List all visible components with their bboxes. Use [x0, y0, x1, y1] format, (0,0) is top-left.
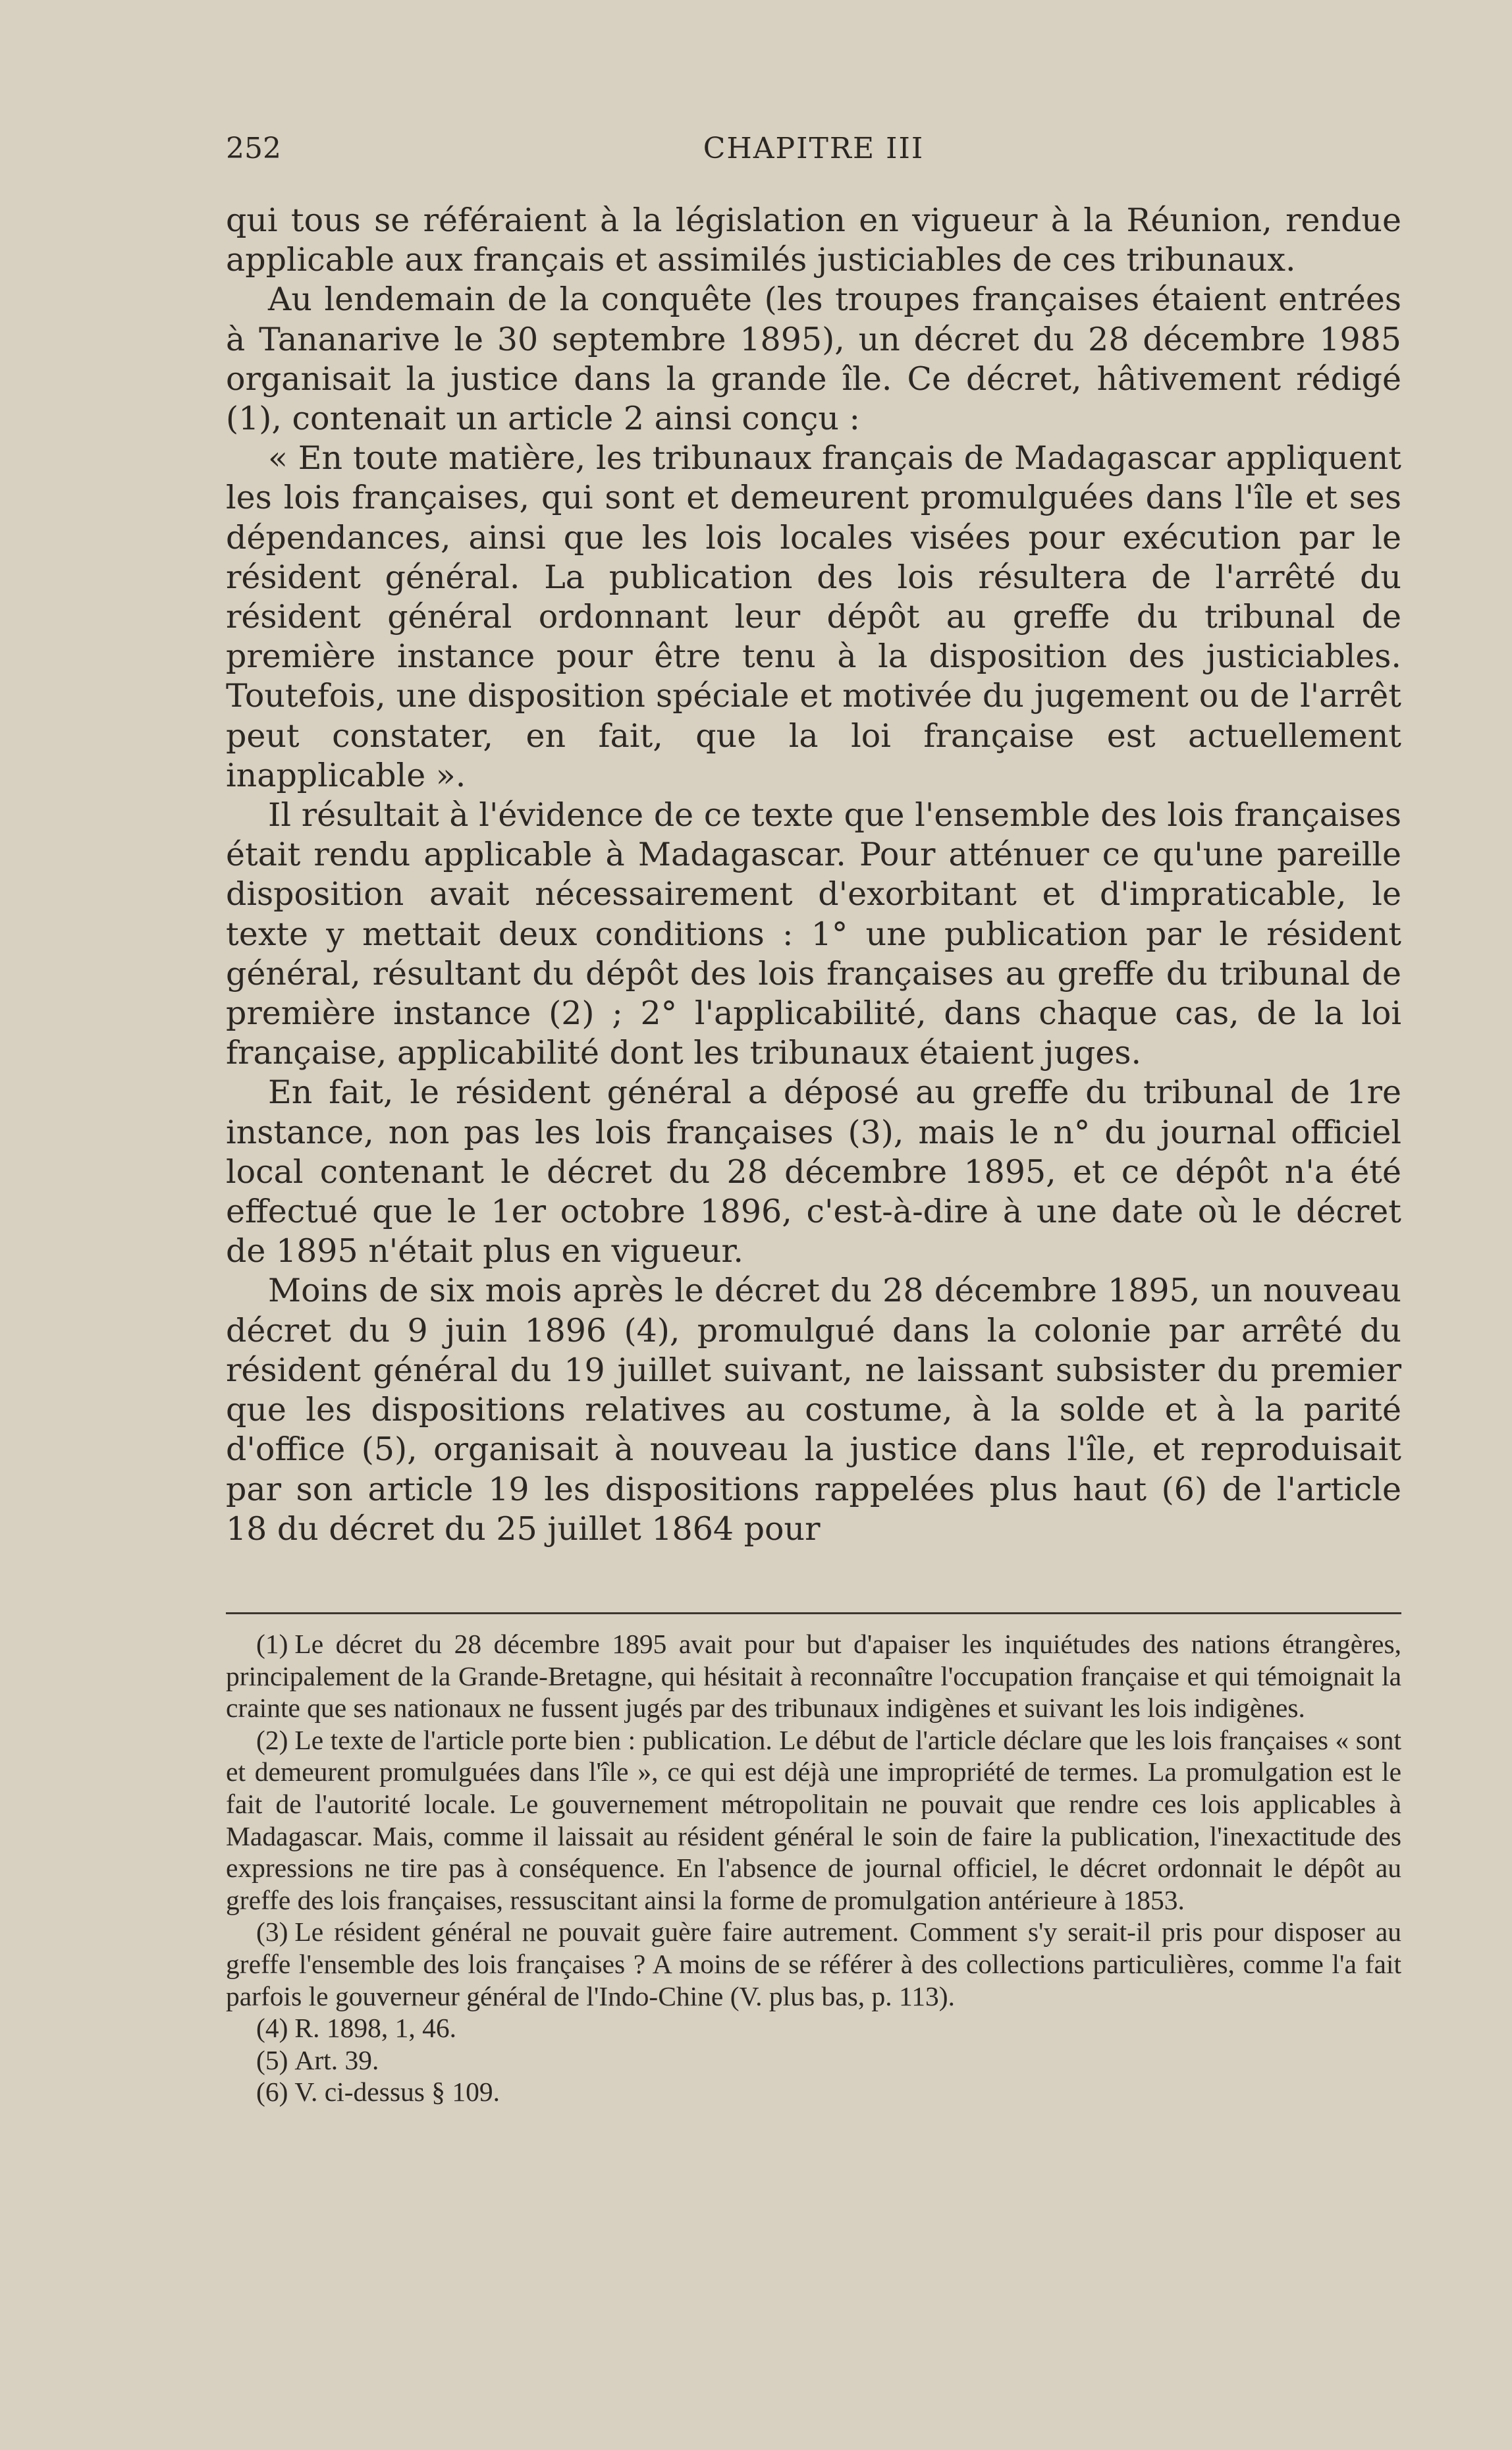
- page-number: 252: [226, 132, 281, 165]
- footnote-number: (2): [256, 1724, 288, 1755]
- paragraph: En fait, le résident général a déposé au greffe du tribunal de 1re instance, non pas les lois françaises (3), mais le n° du journal officiel local contenant le décret du 28 décembre 1895, et ce dépôt n'a été effectué que le 1er octobre 1896, c'est-à-dire à une date où le décret de 1895 n'était plus en vigueur.: [226, 1074, 1401, 1270]
- footnote: [226, 2044, 1401, 2077]
- footnote-number: (5): [256, 2044, 288, 2075]
- footnote-text: Art. 39.: [294, 2044, 379, 2075]
- footnote: [226, 1628, 1401, 1724]
- paragraph: Moins de six mois après le décret du 28 décembre 1895, un nouveau décret du 9 juin 1896 (4), promulgué dans la colonie par arrêté du résident général du 19 juillet suivant, ne laissant subsister du premier que les dispositions relatives au costume, à la solde et à la parité d'office (5), organisait à nouveau la justice dans l'île, et reproduisait par son article 19 les dispositions rappelées plus haut (6) de l'article 18 du décret du 25 juillet 1864 pour: [226, 1272, 1401, 1548]
- footnotes: [226, 1628, 1401, 2108]
- paragraph: qui tous se référaient à la législation en vigueur à la Réunion, rendue applicable aux français et assimilés justiciables de ces tribunaux.: [226, 202, 1401, 279]
- footnote-number: (4): [256, 2013, 288, 2044]
- footnote-text: R. 1898, 1, 46.: [294, 2013, 456, 2044]
- paragraph: Il résultait à l'évidence de ce texte que l'ensemble des lois françaises était rendu applicable à Madagascar. Pour atténuer ce qu'une pareille disposition avait nécessairement d'exorbitant et d'impraticable, le texte y mettait deux conditions : 1° une publication par le résident général, résultant du dépôt des lois françaises au greffe du tribunal de première instance (2) ; 2° l'applicabilité, dans chaque cas, de la loi française, applicabilité dont les tribunaux étaient juges.: [226, 796, 1401, 1072]
- paragraph: Au lendemain de la conquête (les troupes françaises étaient entrées à Tananarive le 30 septembre 1895), un décret du 28 décembre 1985 organisait la justice dans la grande île. Ce décret, hâtivement rédigé (1), contenait un article 2 ainsi conçu :: [226, 281, 1401, 438]
- footnote-number: (3): [256, 1917, 288, 1947]
- footnote: [226, 1724, 1401, 1917]
- running-title: CHAPITRE III: [703, 132, 925, 165]
- footnote-divider: [226, 1612, 1401, 1614]
- page-header: [226, 132, 1401, 171]
- footnote-text: Le texte de l'article porte bien : publication. Le début de l'article déclare que les lois françaises « sont et demeurent promulguées dans l'île », ce qui est déjà une impropriété de termes. La promulgation est le fait de l'autorité locale. Le gouvernement métropolitain ne pouvait que rendre ces lois applicables à Madagascar. Mais, comme il laissait au résident général le soin de faire la publication, l'inexactitude des expressions ne tire pas à conséquence. En l'absence de journal officiel, le décret ordonnait le dépôt au greffe des lois françaises, ressuscitant ainsi la forme de promulgation antérieure à 1853.: [226, 1724, 1401, 1915]
- main-text: [226, 201, 1401, 1549]
- footnote-text: V. ci-dessus § 109.: [294, 2077, 500, 2108]
- footnote-text: Le décret du 28 décembre 1895 avait pour but d'apaiser les inquiétudes des nations étrangères, principalement de la Grande-Bretagne, qui hésitait à reconnaître l'occupation française et qui témoignait la crainte que ses nationaux ne fussent jugés par des tribunaux indigènes et suivant les lois indigènes.: [226, 1629, 1401, 1724]
- footnote: [226, 2012, 1401, 2044]
- footnote: [226, 1916, 1401, 2012]
- footnote-text: Le résident général ne pouvait guère faire autrement. Comment s'y serait-il pris pour disposer au greffe l'ensemble des lois françaises ? A moins de se référer à des collections particulières, comme l'a fait parfois le gouverneur général de l'Indo-Chine (V. plus bas, p. 113).: [226, 1917, 1401, 2011]
- quoted-article: « En toute matière, les tribunaux français de Madagascar appliquent les lois françaises, qui sont et demeurent promulguées dans l'île et ses dépendances, ainsi que les lois locales visées pour exécution par le résident général. La publication des lois résultera de l'arrêté du résident général ordonnant leur dépôt au greffe du tribunal de première instance pour être tenu à la disposition des justiciables. Toutefois, une disposition spéciale et motivée du jugement ou de l'arrêt peut constater, en fait, que la loi française est actuellement inapplicable ».: [226, 439, 1401, 794]
- footnote-number: (6): [256, 2077, 288, 2108]
- footnote: [226, 2076, 1401, 2108]
- footnote-number: (1): [256, 1629, 288, 1659]
